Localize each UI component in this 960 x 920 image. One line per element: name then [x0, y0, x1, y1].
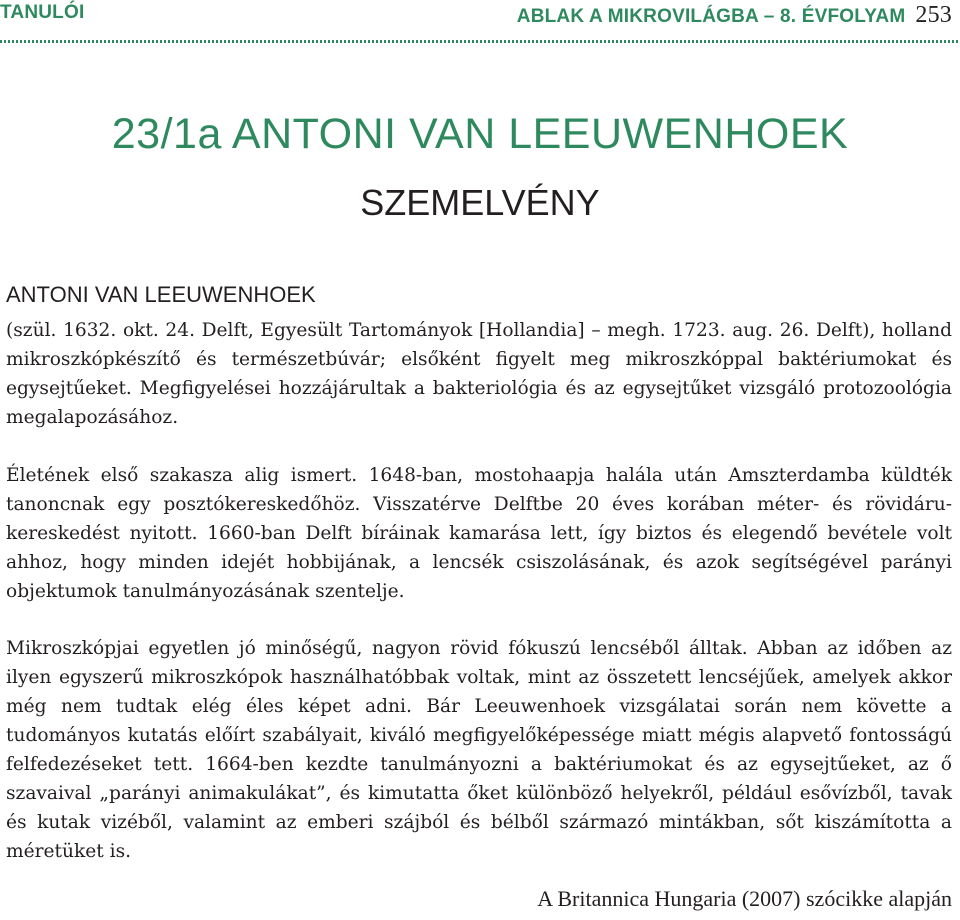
source-citation: A Britannica Hungaria (2007) szócikke alapján — [537, 886, 952, 911]
header-divider — [0, 40, 960, 43]
entry-heading: ANTONI VAN LEEUWENHOEK — [6, 282, 316, 307]
page-header — [0, 0, 960, 32]
page-number: 253 — [915, 2, 952, 28]
paragraph-biography: (szül. 1632. okt. 24. Delft, Egyesült Tartományok [Hollandia] – megh. 1723. aug. 26. Delft), holland mikroszkópkészítő és természetbúvár; elsőként figyelt meg mikroszkóppal baktériumokat és egysejtűeket. Megfigyelései hozzájárultak a bakteriológia és az egysejtűket vizsgáló protozoológia megalapozásához. — [6, 320, 952, 428]
header-book-title-text: ABLAK A MIKROVILÁGBA – 8. ÉVFOLYAM — [516, 6, 906, 27]
page-subtitle: SZEMELVÉNY — [360, 182, 600, 223]
paragraph-microscopes: Mikroszkópjai egyetlen jó minőségű, nagyon rövid fókuszú lencséből álltak. Abban az időben az ilyen egyszerű mikroszkópok használhatóbbak voltak, mint az összetett lencséjűek, amelyek akkor még nem tudtak elég éles képet adni. Bár Leeuwenhoek vizsgálatai során nem követte a tudományos kutatás előírt szabályait, kiváló megfigyelőképessége miatt mégis alapvető fontosságú felfedezéseket tett. 1664-ben kezdte tanulmányozni a baktériumokat és az egysejtűeket, az ő szavaival „parányi animakulákat”, és kimutatta őket különböző helyekről, például esővízből, tavak és kutak vizéből, valamint az emberi szájból és bélből származó mintákban, sőt kiszámította a méretüket is. — [6, 638, 952, 862]
header-book-title — [517, 2, 952, 29]
paragraph-early-life: Életének első szakasza alig ismert. 1648-ban, mostohaapja halála után Amszterdamba küldték tanoncnak egy posztókereskedőhöz. Visszatérve Delftbe 20 éves korában méter- és rövidáru-kereskedést nyitott. 1660-ban Delft bíráinak kamarása lett, így biztos és elegendő bevétele volt ahhoz, hogy minden idejét hobbijának, a lencsék csiszolásának, és azok segítségével parányi objektumok tanulmányozásának szentelje. — [6, 465, 952, 602]
page-title: 23/1a ANTONI VAN LEEUWENHOEK — [111, 110, 849, 158]
header-section-label: TANULÓI — [0, 2, 85, 23]
